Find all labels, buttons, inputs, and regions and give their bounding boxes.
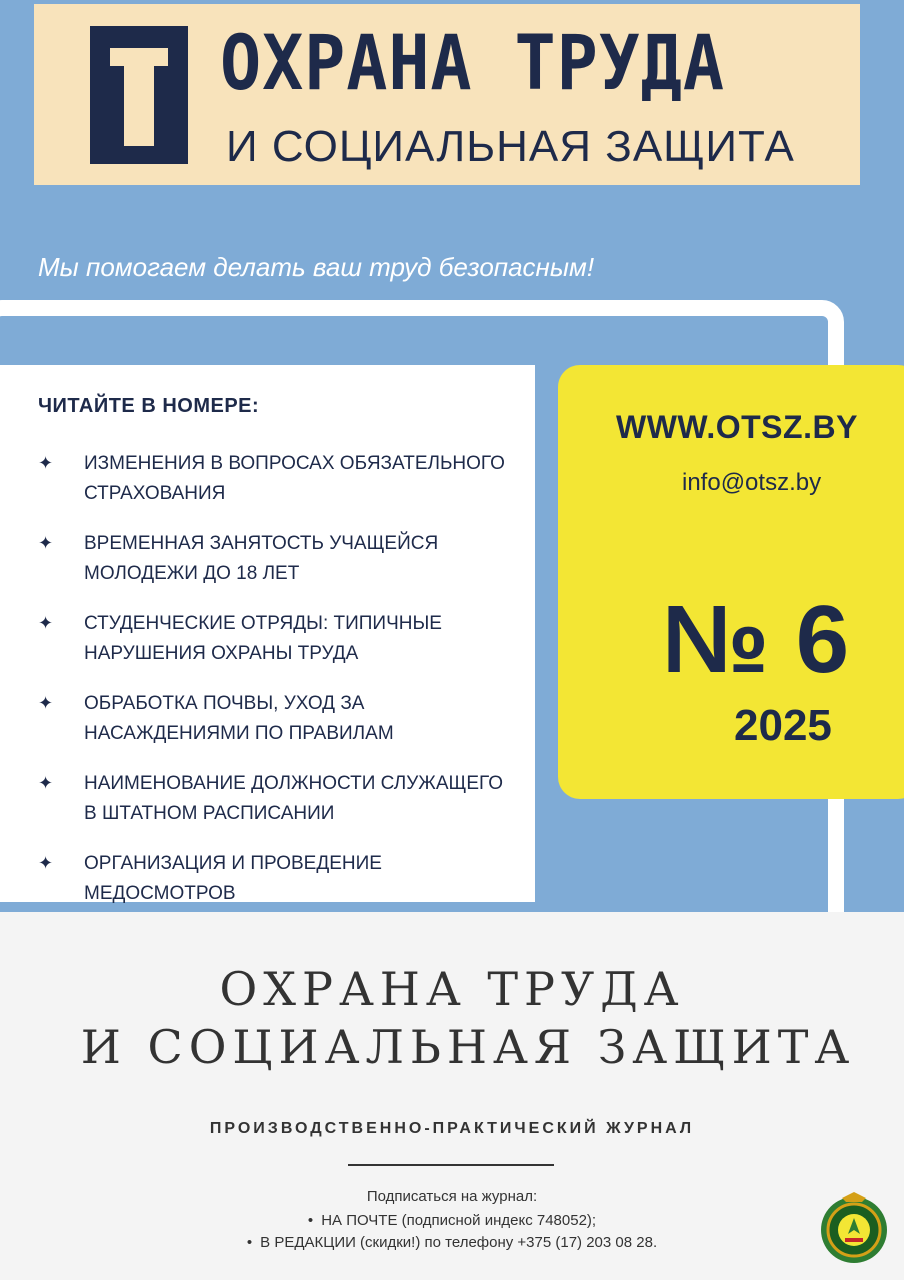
footer-title-line2: И СОЦИАЛЬНАЯ ЗАЩИТА (80, 1020, 856, 1074)
emblem-icon (818, 1190, 890, 1266)
cover-footer (0, 912, 904, 1280)
divider (348, 1164, 554, 1166)
subscribe-item (0, 1234, 904, 1251)
list-item-text: ОБРАБОТКА ПОЧВЫ, УХОД ЗА НАСАЖДЕНИЯМИ ПО ПРАВИЛАМ (84, 693, 394, 744)
four-point-star-icon: ✦ (38, 453, 54, 474)
logo-subtitle: И СОЦИАЛЬНАЯ ЗАЩИТА (226, 122, 795, 171)
slogan: Мы помогаем делать ваш труд безопасным! (38, 252, 595, 282)
issue-box (558, 365, 904, 799)
four-point-star-icon: ✦ (38, 613, 54, 634)
footer-title-line1: ОХРАНА ТРУДА (219, 962, 685, 1016)
issue-number: № 6 (662, 586, 850, 693)
logo-banner (34, 4, 860, 185)
journal-type: ПРОИЗВОДСТВЕННО-ПРАКТИЧЕСКИЙ ЖУРНАЛ (209, 1120, 695, 1137)
email-link[interactable]: info@otsz.by (682, 469, 822, 496)
four-point-star-icon: ✦ (38, 693, 54, 714)
subscribe-item (0, 1212, 904, 1229)
list-item-text: СТУДЕНЧЕСКИЕ ОТРЯДЫ: ТИПИЧНЫЕ НАРУШЕНИЯ ОХРАНЫ ТРУДА (84, 613, 442, 664)
contents-title: ЧИТАЙТЕ В НОМЕРЕ: (38, 395, 260, 417)
list-item-text: НАИМЕНОВАНИЕ ДОЛЖНОСТИ СЛУЖАЩЕГО В ШТАТНОМ РАСПИСАНИИ (84, 773, 504, 824)
four-point-star-icon: ✦ (38, 533, 54, 554)
bullet-icon: • (246, 1234, 253, 1251)
logo-title: ОХРАНА ТРУДА (220, 18, 725, 107)
issue-year: 2025 (734, 701, 832, 750)
list-item-text: ИЗМЕНЕНИЯ В ВОПРОСАХ ОБЯЗАТЕЛЬНОГО СТРАХОВАНИЯ (84, 453, 505, 504)
subscribe-item-text: В РЕДАКЦИИ (скидки!) по телефону +375 (17) 203 08 28. (260, 1234, 658, 1251)
four-point-star-icon: ✦ (38, 853, 54, 874)
website-link[interactable]: WWW.OTSZ.BY (616, 409, 858, 445)
subscribe-title: Подписаться на журнал: (366, 1188, 538, 1205)
four-point-star-icon: ✦ (38, 773, 54, 794)
logo-t-icon (90, 26, 188, 164)
contents-box (0, 365, 535, 902)
list-item-text: ОРГАНИЗАЦИЯ И ПРОВЕДЕНИЕ МЕДОСМОТРОВ (84, 853, 382, 904)
bullet-icon: • (307, 1212, 314, 1229)
subscribe-item-text: НА ПОЧТЕ (подписной индекс 748052); (321, 1212, 597, 1229)
list-item-text: ВРЕМЕННАЯ ЗАНЯТОСТЬ УЧАЩЕЙСЯ МОЛОДЕЖИ ДО 18 ЛЕТ (84, 533, 439, 584)
